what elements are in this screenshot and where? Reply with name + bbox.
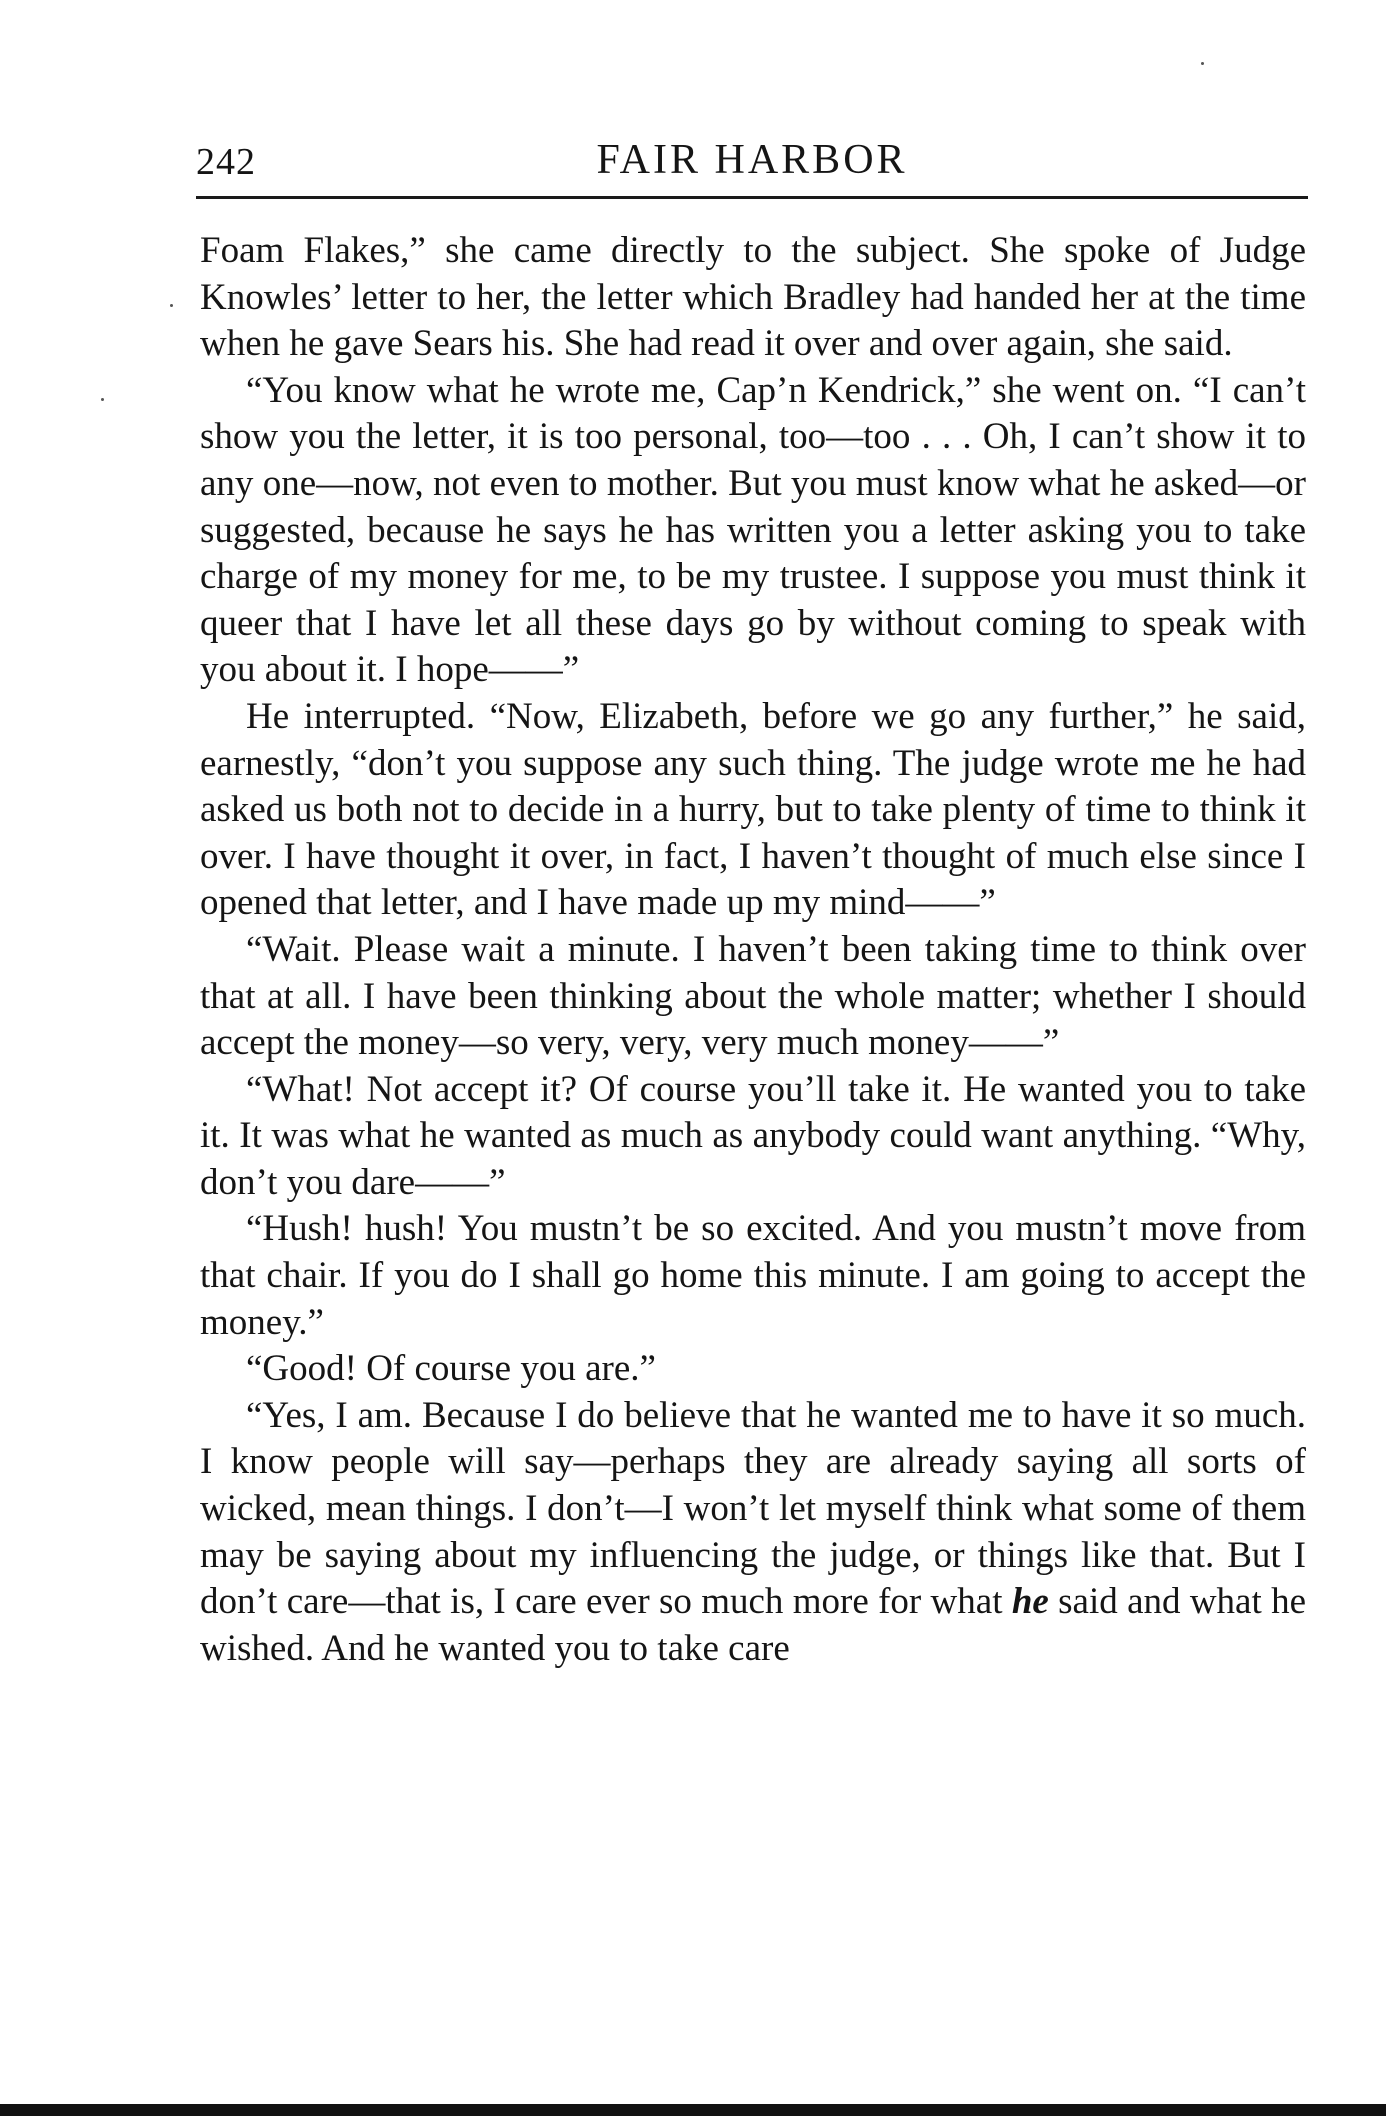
page-number: 242 bbox=[196, 141, 256, 183]
paragraph-text: said and what he wished. And he wanted you to take care bbox=[200, 1581, 1306, 1669]
page-edge bbox=[0, 2104, 1386, 2116]
paragraph: He interrupted. “Now, Elizabeth, before we go any further,” he said, earnestly, “don’t you suppose any such thing. The judge wrote me he had asked us both not to decide in a hurry, but to take plenty of time to think it over. I have thought it over, in fact, I haven’t thought of much else since I opened that letter, and I have made up my mind——” bbox=[200, 695, 1306, 924]
paragraph: “You know what he wrote me, Cap’n Kendrick,” she went on. “I can’t show you the letter, it is too personal, too—too . . . Oh, I can’t show it to any one—now, not even to mother. But you must know what he asked—or suggested, because he says he has written you a letter asking you to take charge of my money for me, to be my trustee. I suppose you must think it queer that I have let all these days go by without coming to speak with you about it. I hope——” bbox=[200, 369, 1306, 691]
paragraph: Foam Flakes,” she came directly to the subject. She spoke of Judge Knowles’ letter to her, the letter which Bradley had handed her at the time when he gave Sears his. She had read it over and over again, she said. bbox=[200, 230, 1306, 365]
paragraph: “Hush! hush! You mustn’t be so excited. And you mustn’t move from that chair. If you do I shall go home this minute. I am going to accept the money.” bbox=[200, 1208, 1306, 1343]
running-title: FAIR HARBOR bbox=[596, 137, 908, 183]
page-body bbox=[200, 228, 1306, 1672]
paragraph bbox=[200, 1393, 1306, 1673]
paragraph: “Wait. Please wait a minute. I haven’t been taking time to think over that at all. I have been thinking about the whole matter; whether I should accept the money—so very, very, very much money——” bbox=[200, 928, 1306, 1064]
paragraph: “Good! Of course you are.” bbox=[246, 1348, 656, 1390]
print-speck bbox=[1201, 62, 1204, 65]
page-header bbox=[196, 136, 1308, 199]
paragraph-text: “Yes, I am. Because I do believe that he wanted me to have it so much. I know people will say—perhaps they are already saying all sorts of wicked, mean things. I don’t—I won’t let myself think what some of them may be saying about my influencing the judge, or things like that. But I don’t care—that is, I care ever so much more for what bbox=[200, 1394, 1306, 1623]
emphasized-word: he bbox=[1011, 1581, 1049, 1623]
print-speck bbox=[101, 398, 104, 401]
paragraph: “What! Not accept it? Of course you’ll take it. He wanted you to take it. It was what he wanted as much as anybody could want anything. “Why, don’t you dare——” bbox=[200, 1068, 1306, 1203]
print-speck bbox=[170, 304, 173, 307]
